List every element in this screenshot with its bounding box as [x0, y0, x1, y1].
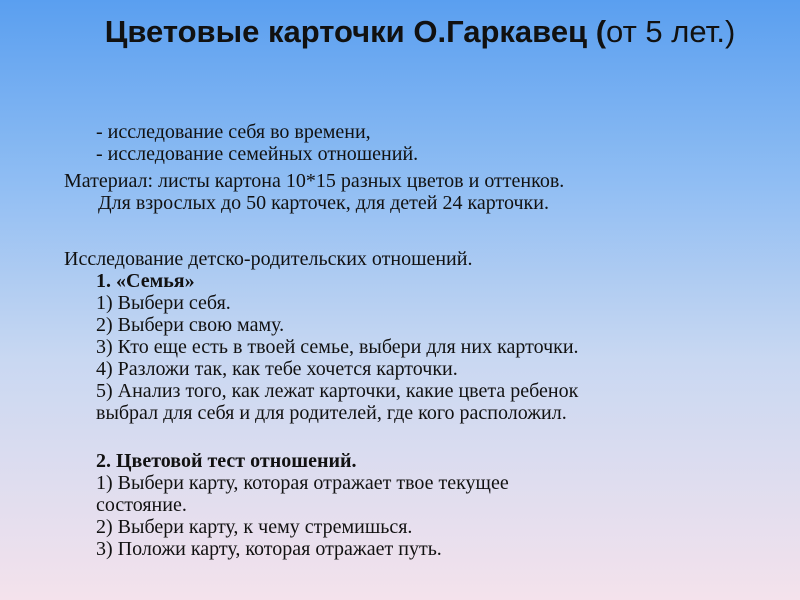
- family-test-item: 3) Кто еще есть в твоей семье, выбери для них карточки.: [96, 336, 579, 358]
- purpose-item: - исследование семейных отношений.: [96, 143, 419, 165]
- family-test-item: 1) Выбери себя.: [96, 292, 231, 314]
- research-heading: Исследование детско-родительских отношений.: [64, 248, 473, 270]
- title-bold: Цветовые карточки О.Гаркавец (: [104, 14, 607, 49]
- material-line: Для взрослых до 50 карточек, для детей 24 карточки.: [98, 192, 549, 214]
- family-test-item: 2) Выбери свою маму.: [96, 314, 285, 336]
- material-line: Материал: листы картона 10*15 разных цветов и оттенков.: [64, 170, 565, 192]
- title-normal: от 5 лет.): [606, 14, 736, 49]
- material-paragraph: [64, 170, 764, 214]
- color-test-item: 2) Выбери карту, к чему стремишься.: [96, 516, 413, 538]
- color-test-item: состояние.: [96, 494, 187, 516]
- color-test-item: 3) Положи карту, которая отражает путь.: [96, 538, 442, 560]
- color-test-item: 1) Выбери карту, которая отражает твое текущее: [96, 472, 509, 494]
- color-relations-test: [64, 450, 764, 560]
- family-test-item: 5) Анализ того, как лежат карточки, какие цвета ребенок: [96, 380, 579, 402]
- family-test-title: 1. «Семья»: [96, 270, 195, 292]
- purpose-list: [96, 121, 418, 165]
- research-section: [64, 248, 764, 560]
- purpose-item: - исследование себя во времени,: [96, 121, 371, 143]
- family-test: [64, 270, 764, 424]
- family-test-item: 4) Разложи так, как тебе хочется карточки.: [96, 358, 458, 380]
- slide-title: [80, 14, 760, 50]
- family-test-item: выбрал для себя и для родителей, где кого расположил.: [96, 402, 567, 424]
- color-test-title: 2. Цветовой тест отношений.: [96, 450, 357, 472]
